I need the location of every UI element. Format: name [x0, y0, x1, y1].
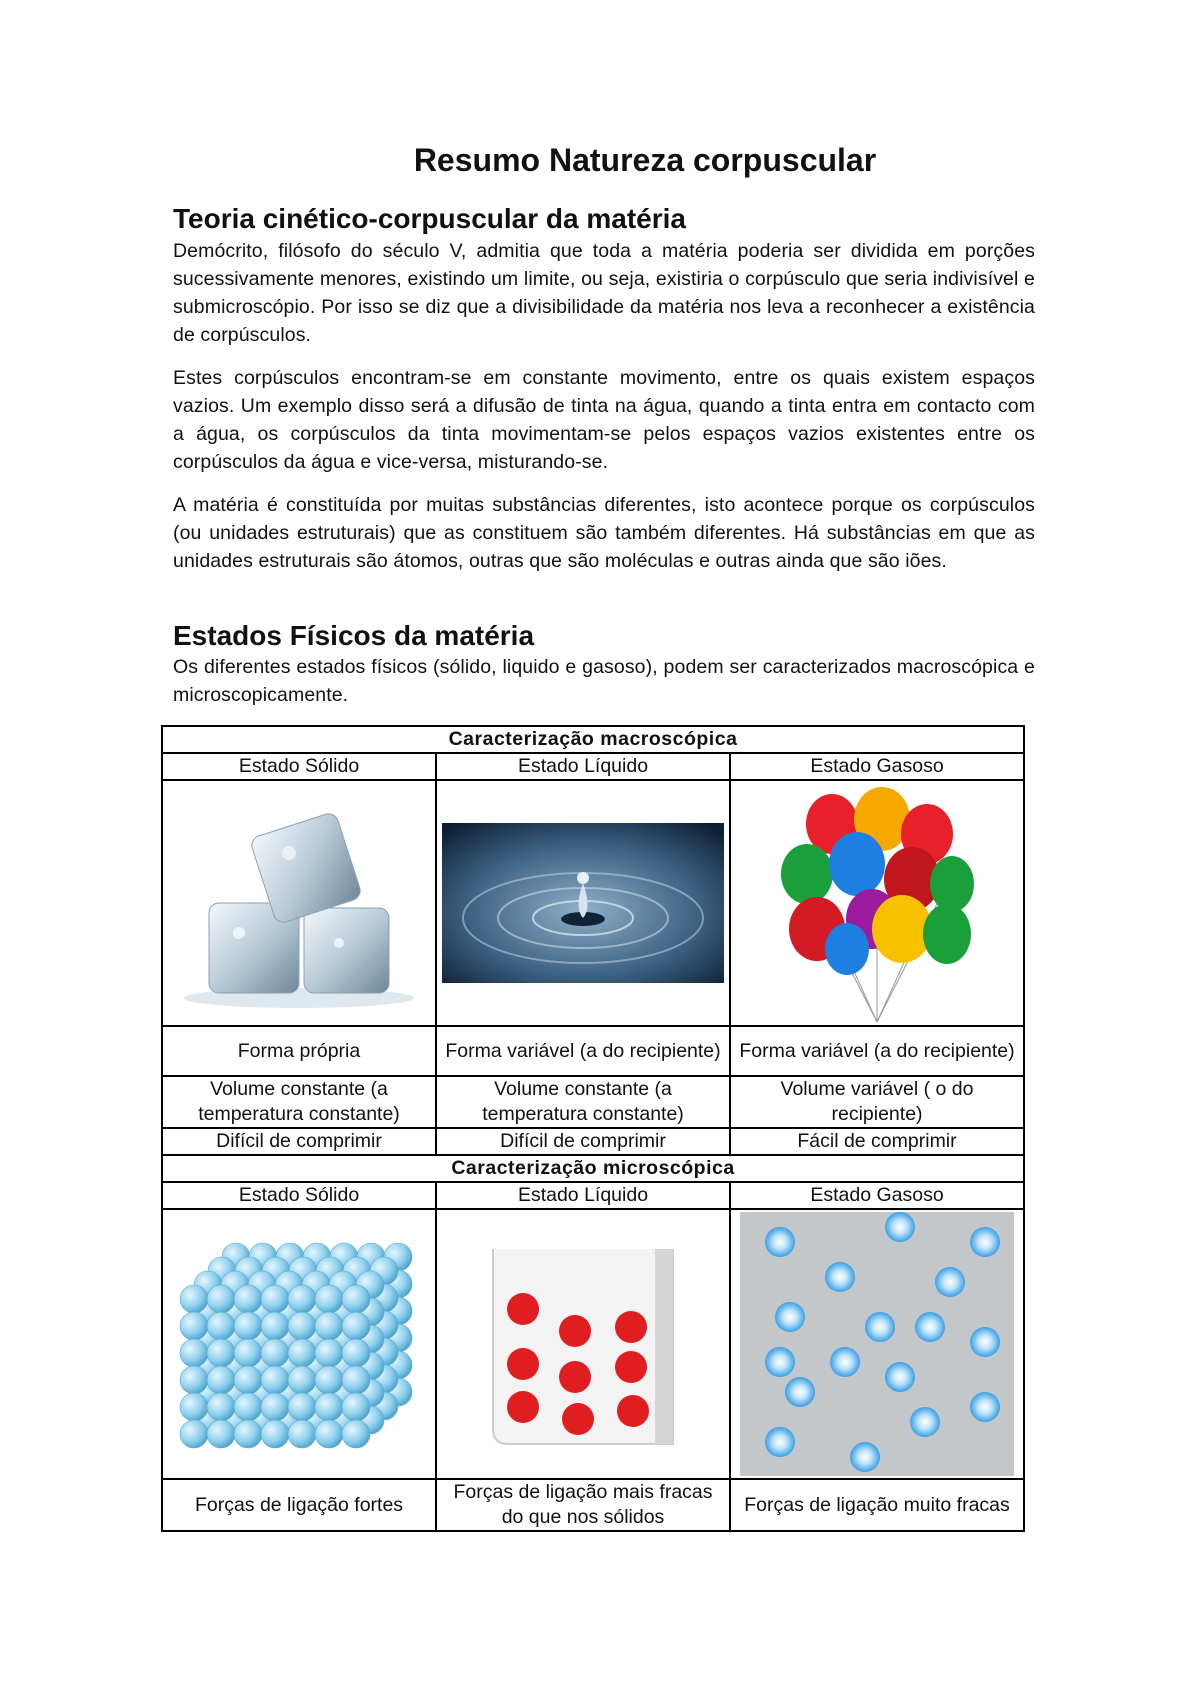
- section-heading-states: Estados Físicos da matéria: [173, 620, 535, 651]
- macro-volume-gas: Volume variável ( o do recipiente): [730, 1076, 1024, 1128]
- water-drop-image: [436, 780, 730, 1026]
- macro-compress-gas: Fácil de comprimir: [730, 1128, 1024, 1155]
- macro-volume-solid: Volume constante (a temperatura constante): [162, 1076, 436, 1128]
- micro-header-gas: Estado Gasoso: [730, 1182, 1024, 1209]
- micro-forces-gas: Forças de ligação muito fracas: [730, 1479, 1024, 1531]
- paragraph-democritus: Demócrito, filósofo do século V, admitia que toda a matéria poderia ser dividida em porções sucessivamente menores, existindo um limite, ou seja, existiria o corpúsculo que seria indivisível e submicroscópio. Por isso se diz que a divisibilidade da matéria nos leva a reconhecer a existência de corpúsculos.: [173, 240, 1035, 346]
- states-table: [161, 725, 1025, 1532]
- macro-compress-liquid: Difícil de comprimir: [436, 1128, 730, 1155]
- paragraph-movement: Estes corpúsculos encontram-se em constante movimento, entre os quais existem espaços vazios. Um exemplo disso será a difusão de tinta na água, quando a tinta entra em contacto com a água, os corpúsculos da tinta movimentam-se pelos espaços vazios existentes entre os corpúsculos da água e vice-versa, misturando-se.: [173, 367, 1035, 473]
- micro-forces-solid: Forças de ligação fortes: [162, 1479, 436, 1531]
- macro-title: Caracterização macroscópica: [162, 726, 1024, 753]
- paragraph-states: Os diferentes estados físicos (sólido, liquido e gasoso), podem ser caracterizados macroscópica e microscopicamente.: [173, 656, 1035, 706]
- macro-compress-solid: Difícil de comprimir: [162, 1128, 436, 1155]
- macro-volume-liquid: Volume constante (a temperatura constante): [436, 1076, 730, 1128]
- gas-particles-image: [730, 1209, 1024, 1479]
- macro-shape-solid: Forma própria: [162, 1026, 436, 1076]
- macro-header-solid: Estado Sólido: [162, 753, 436, 780]
- micro-forces-liquid: Forças de ligação mais fracas do que nos sólidos: [436, 1479, 730, 1531]
- solid-particles-image: [162, 1209, 436, 1479]
- ice-cubes-image: [162, 780, 436, 1026]
- section-heading-theory: Teoria cinético-corpuscular da matéria: [173, 203, 686, 234]
- page-title: Resumo Natureza corpuscular: [413, 142, 877, 178]
- paragraph-substances: A matéria é constituída por muitas substâncias diferentes, isto acontece porque os corpúsculos (ou unidades estruturais) que as constituem são também diferentes. Há substâncias em que as unidades estruturais são átomos, outras que são moléculas e outras ainda que são iões.: [173, 494, 1035, 572]
- macro-header-gas: Estado Gasoso: [730, 753, 1024, 780]
- macro-shape-liquid: Forma variável (a do recipiente): [436, 1026, 730, 1076]
- micro-title: Caracterização microscópica: [162, 1155, 1024, 1182]
- macro-header-liquid: Estado Líquido: [436, 753, 730, 780]
- liquid-particles-image: [436, 1209, 730, 1479]
- balloons-image: [730, 780, 1024, 1026]
- macro-shape-gas: Forma variável (a do recipiente): [730, 1026, 1024, 1076]
- micro-header-liquid: Estado Líquido: [436, 1182, 730, 1209]
- micro-header-solid: Estado Sólido: [162, 1182, 436, 1209]
